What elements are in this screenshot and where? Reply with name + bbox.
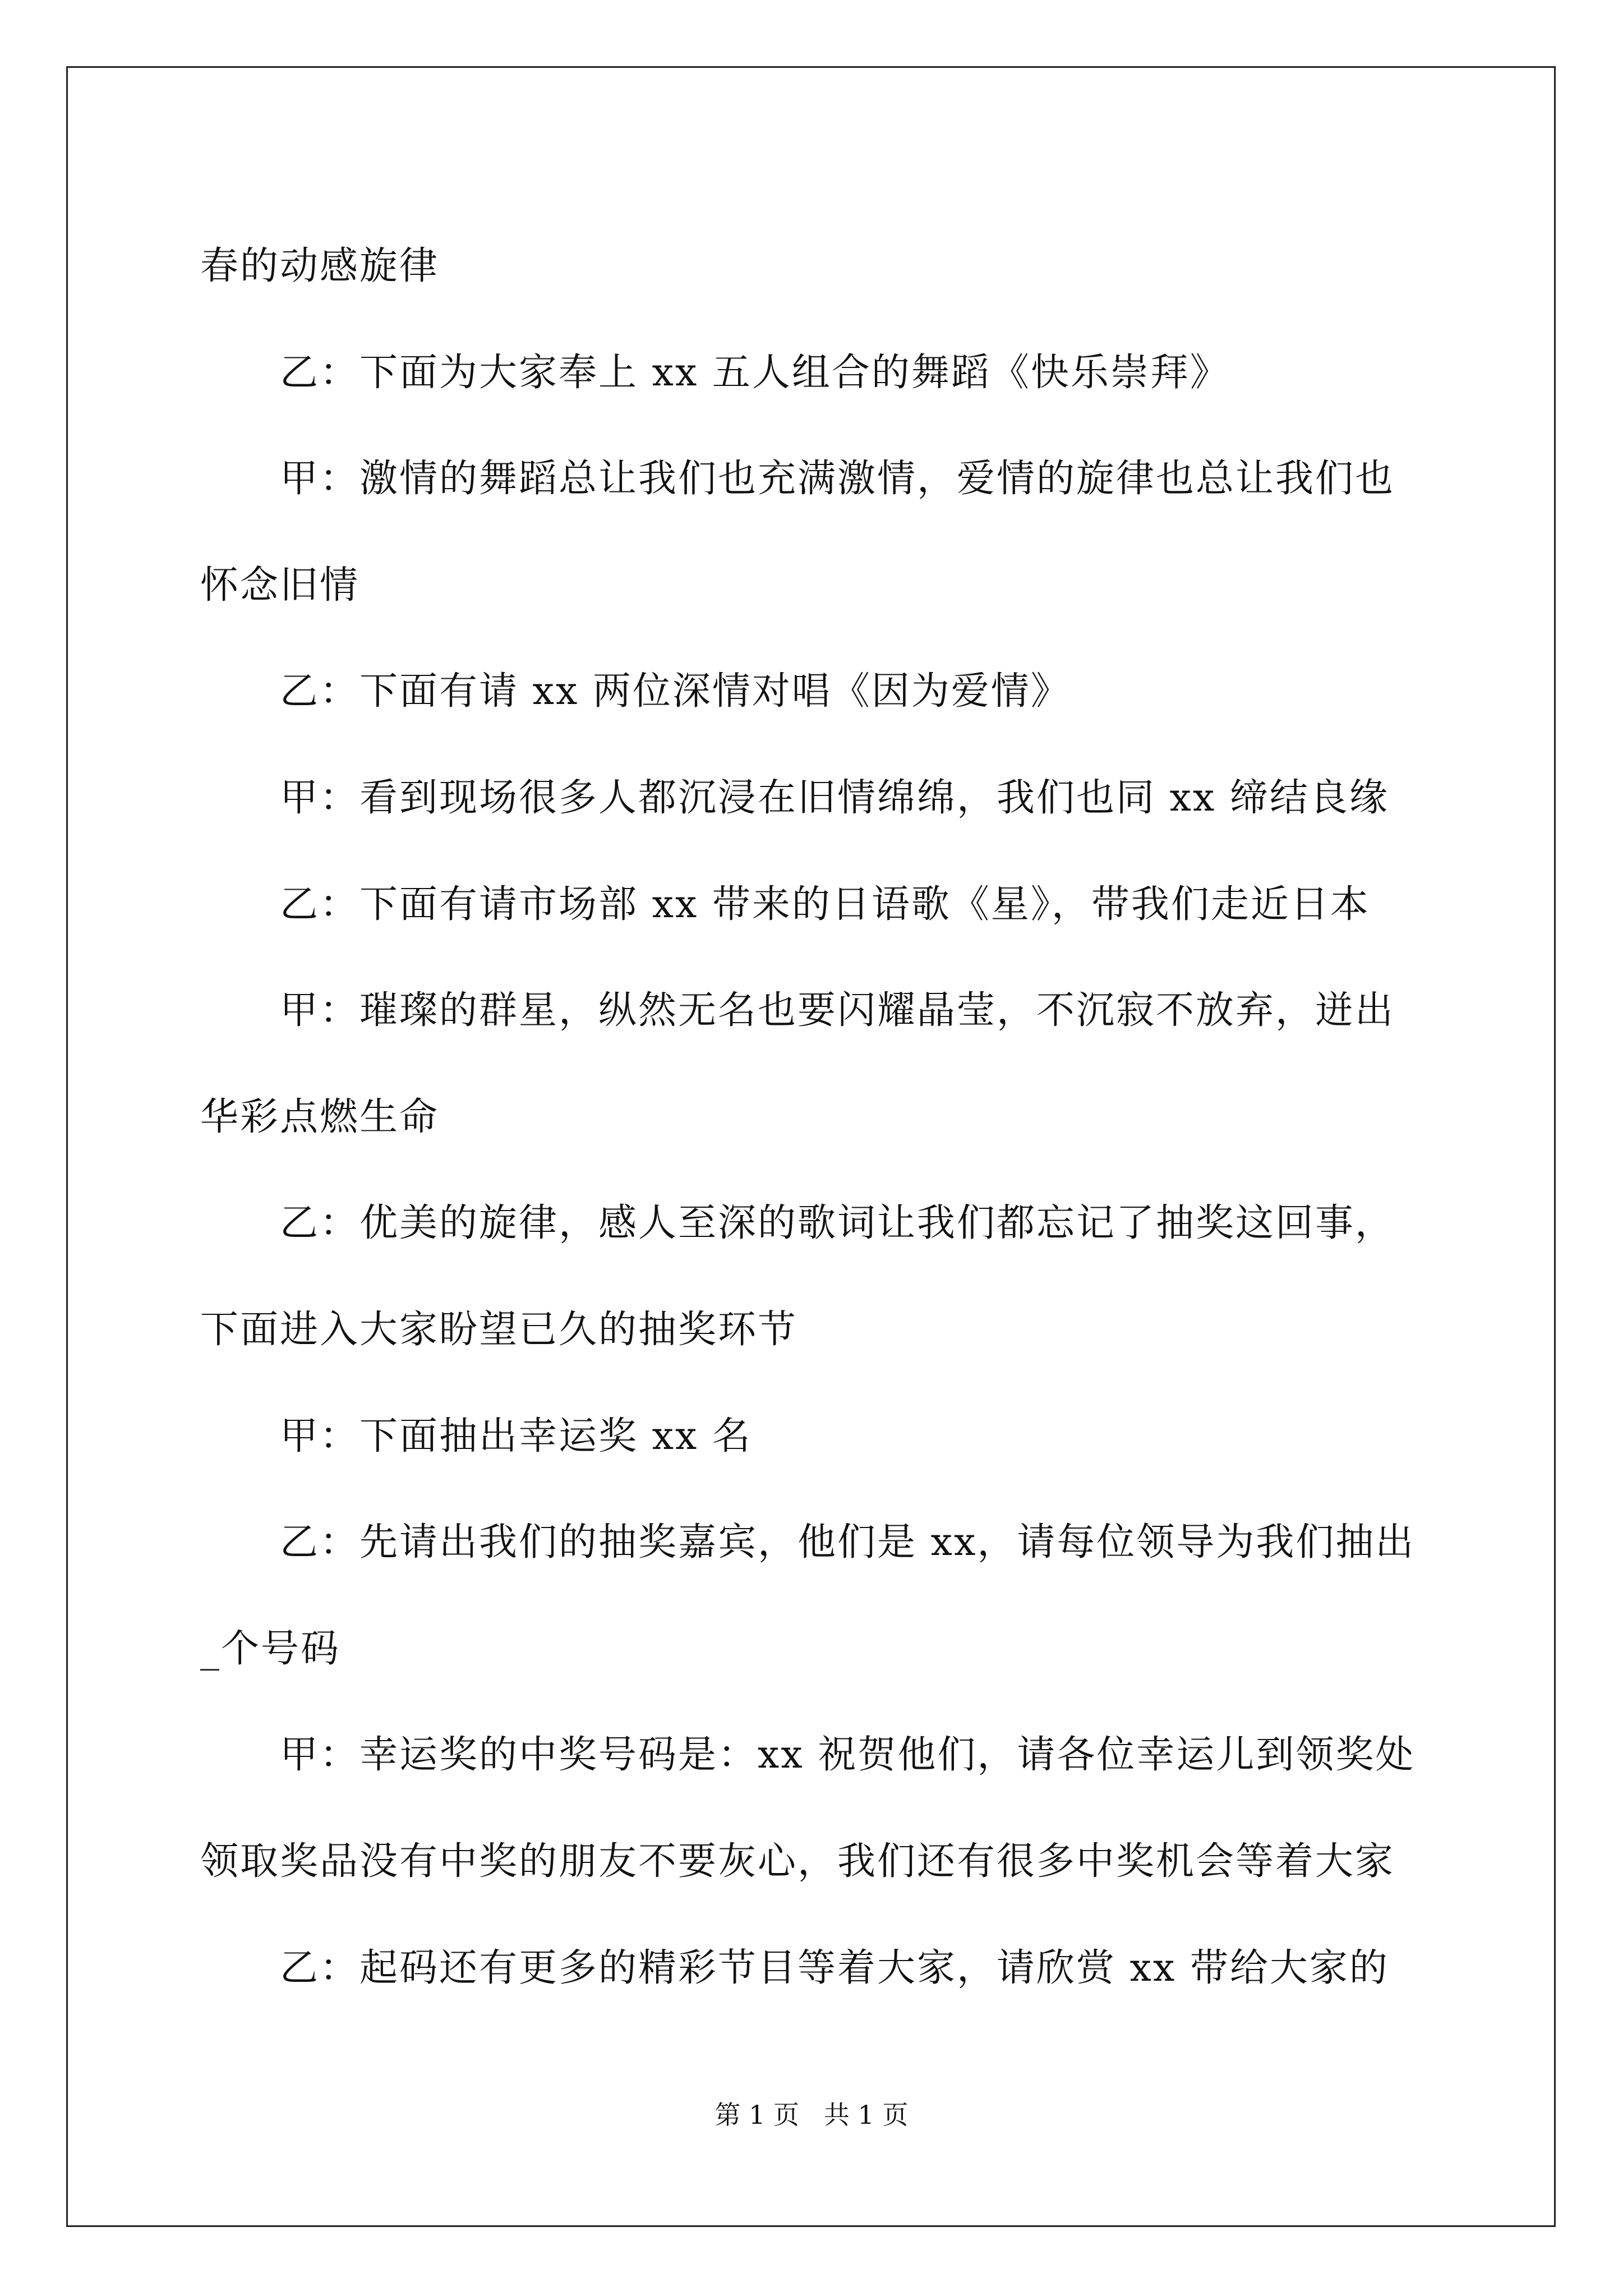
page-number-footer: 第 1 页 共 1 页 <box>714 2100 909 2130</box>
text-line-2: 乙：下面为大家奉上 xx 五人组合的舞蹈《快乐崇拜》 <box>280 350 1230 395</box>
text-line-9: 华彩点燃生命 <box>200 1094 440 1139</box>
text-line-12: 甲：下面抽出幸运奖 xx 名 <box>280 1414 752 1458</box>
text-line-14: _个号码 <box>200 1626 341 1671</box>
text-line-11: 下面进入大家盼望已久的抽奖环节 <box>200 1307 798 1352</box>
text-line-13: 乙：先请出我们的抽奖嘉宾，他们是 xx，请每位领导为我们抽出 <box>280 1520 1415 1565</box>
text-line-15: 甲：幸运奖的中奖号码是：xx 祝贺他们，请各位幸运儿到领奖处 <box>280 1733 1415 1778</box>
text-line-4: 怀念旧情 <box>200 563 360 608</box>
text-line-16: 领取奖品没有中奖的朋友不要灰心，我们还有很多中奖机会等着大家 <box>200 1839 1395 1884</box>
text-line-8: 甲：璀璨的群星，纵然无名也要闪耀晶莹，不沉寂不放弃，迸出 <box>280 988 1395 1033</box>
text-line-7: 乙：下面有请市场部 xx 带来的日语歌《星》，带我们走近日本 <box>280 882 1370 927</box>
document-body <box>200 213 1434 2021</box>
text-line-1: 春的动感旋律 <box>200 244 440 288</box>
text-line-17: 乙：起码还有更多的精彩节目等着大家，请欣赏 xx 带给大家的 <box>280 1945 1389 1990</box>
text-line-10: 乙：优美的旋律，感人至深的歌词让我们都忘记了抽奖这回事， <box>280 1201 1395 1246</box>
text-line-6: 甲：看到现场很多人都沉浸在旧情绵绵，我们也同 xx 缔结良缘 <box>280 775 1389 820</box>
text-line-5: 乙：下面有请 xx 两位深情对唱《因为爱情》 <box>280 669 1071 714</box>
text-line-3: 甲：激情的舞蹈总让我们也充满激情，爱情的旋律也总让我们也 <box>280 457 1395 501</box>
